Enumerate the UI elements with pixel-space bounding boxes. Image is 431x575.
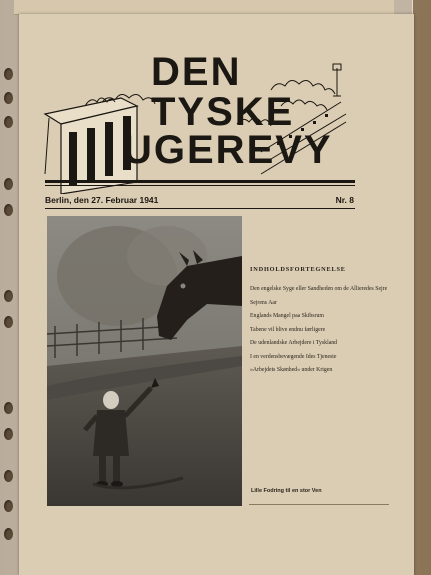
toc-item: Englands Mangel paa Skibsrum xyxy=(250,313,324,319)
binder-hole xyxy=(4,290,13,302)
binder-hole xyxy=(4,470,13,482)
issue-number: Nr. 8 xyxy=(335,195,354,205)
caption-rule xyxy=(249,504,389,505)
toc-item: Tabene vil blive endnu færligere xyxy=(250,326,326,333)
binder-hole xyxy=(4,92,13,104)
toc-item: »Arbejdets Skønhed« under Krigen xyxy=(250,367,333,373)
binder-hole xyxy=(4,316,13,328)
title-line-1: DEN xyxy=(151,50,242,94)
binder-hole xyxy=(4,500,13,512)
binder-hole xyxy=(4,528,13,540)
binder-hole xyxy=(4,68,13,80)
toc-heading: INDHOLDSFORTEGNELSE xyxy=(250,266,346,273)
masthead xyxy=(41,44,361,194)
toc-item: Sejrens Aar xyxy=(250,299,277,306)
binder-hole xyxy=(4,204,13,216)
masthead-rule xyxy=(45,180,355,183)
photo-caption: Lille Fodring til en stor Ven xyxy=(251,488,322,494)
toc-item: De udenlandske Arbejdere i Tyskland xyxy=(250,340,338,346)
binder-hole xyxy=(4,428,13,440)
dateline-rule xyxy=(45,208,355,209)
toc-item: I en verdensbevægende Ides Tjeneste xyxy=(250,353,337,360)
table-of-contents xyxy=(250,266,390,380)
title-line-2: TYSKE xyxy=(151,90,295,134)
title-line-3: UGEREVY xyxy=(123,128,333,172)
dateline: Berlin, den 27. Februar 1941 xyxy=(45,195,159,205)
binder-hole xyxy=(4,116,13,128)
back-sheet-edge xyxy=(14,0,394,15)
magazine-cover xyxy=(19,14,414,575)
child-feeding-horse-photo xyxy=(47,216,242,506)
toc-item: Den engelske Syge eller Sandheden om de Allieredes Sejre xyxy=(250,286,388,292)
masthead-rule-thin xyxy=(45,185,355,186)
cover-photo xyxy=(47,216,242,506)
binder-hole xyxy=(4,178,13,190)
binder-hole xyxy=(4,402,13,414)
